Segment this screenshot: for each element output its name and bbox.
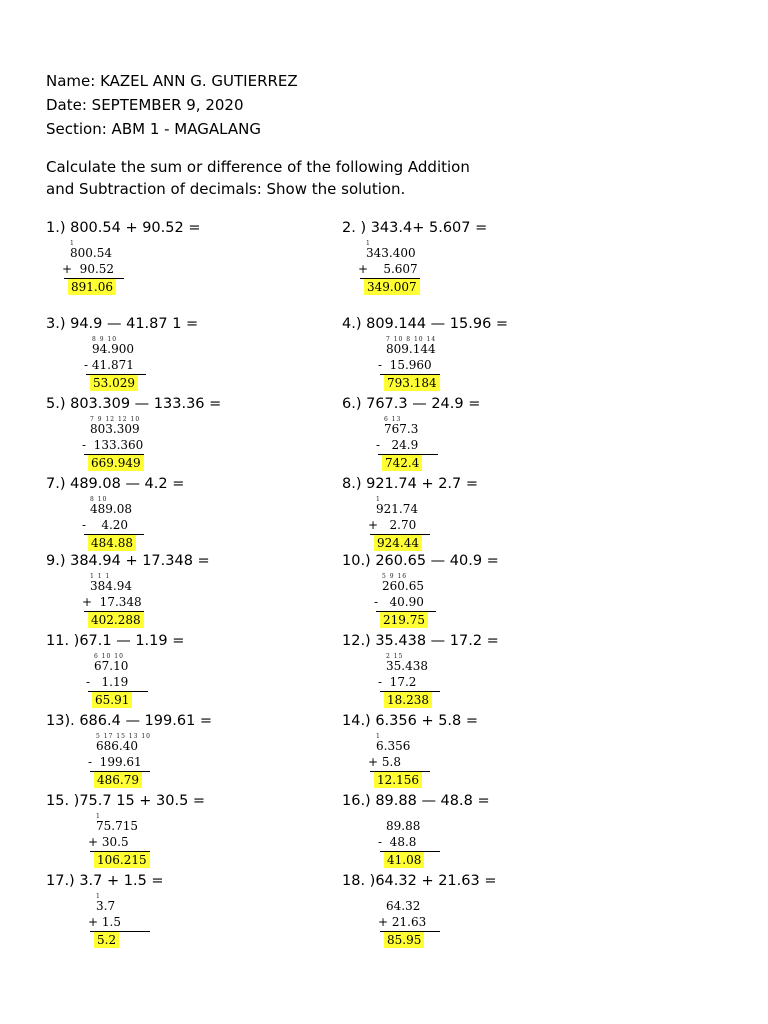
problem-5 <box>46 396 376 476</box>
problem-6 <box>342 396 672 476</box>
answer-highlight: 484.88 <box>88 535 136 551</box>
carry-marks: 1 <box>96 813 101 820</box>
problem-question: 3.) 94.9 — 41.87 1 = <box>46 316 199 332</box>
answer-highlight: 41.08 <box>384 852 424 868</box>
problem-top-number: 489.08 <box>90 502 132 516</box>
carry-marks: 1 <box>376 733 381 740</box>
problem-10 <box>342 553 672 633</box>
problem-top-number: 64.32 <box>386 899 421 913</box>
problem-bottom-number: - 17.2 <box>378 675 417 689</box>
problem-16 <box>342 793 672 873</box>
problem-bottom-number: - 40.90 <box>374 595 424 609</box>
carry-marks: 1 1 1 <box>90 573 111 580</box>
problem-top-number: 67.10 <box>94 659 129 673</box>
problem-top-number: 686.40 <box>96 739 138 753</box>
problem-question: 8.) 921.74 + 2.7 = <box>342 476 479 492</box>
problem-2 <box>342 220 672 300</box>
carry-marks: 1 <box>96 893 101 900</box>
problem-question: 15. )75.7 15 + 30.5 = <box>46 793 206 809</box>
answer-highlight: 85.95 <box>384 932 424 948</box>
problem-top-number: 75.715 <box>96 819 138 833</box>
problem-bottom-number: - 41.871 <box>84 358 134 372</box>
problem-question: 11. )67.1 — 1.19 = <box>46 633 185 649</box>
problem-bottom-number: + 2.70 <box>368 518 417 532</box>
problem-top-number: 767.3 <box>384 422 419 436</box>
problem-18 <box>342 873 672 953</box>
problem-bottom-number: + 90.52 <box>62 262 115 276</box>
problem-7 <box>46 476 376 556</box>
answer-highlight: 669.949 <box>88 455 144 471</box>
problem-top-number: 3.7 <box>96 899 116 913</box>
carry-marks: 5 9 16 <box>382 573 408 580</box>
carry-marks: 1 <box>366 240 371 247</box>
answer-highlight: 402.288 <box>88 612 144 628</box>
problem-question: 12.) 35.438 — 17.2 = <box>342 633 499 649</box>
problem-8 <box>342 476 672 556</box>
problem-14 <box>342 713 672 793</box>
problem-1 <box>46 220 376 300</box>
problem-top-number: 343.400 <box>366 246 416 260</box>
problem-top-number: 803.309 <box>90 422 140 436</box>
problem-bottom-number: - 4.20 <box>82 518 129 532</box>
student-name: Name: KAZEL ANN G. GUTIERREZ <box>46 72 298 90</box>
problem-bottom-number: + 17.348 <box>82 595 142 609</box>
problem-11 <box>46 633 376 713</box>
problem-top-number: 921.74 <box>376 502 418 516</box>
problem-question: 18. )64.32 + 21.63 = <box>342 873 497 889</box>
problem-question: 14.) 6.356 + 5.8 = <box>342 713 479 729</box>
problem-question: 5.) 803.309 — 133.36 = <box>46 396 222 412</box>
answer-highlight: 219.75 <box>380 612 428 628</box>
problem-question: 7.) 489.08 — 4.2 = <box>46 476 185 492</box>
answer-highlight: 65.91 <box>92 692 132 708</box>
carry-marks: 1 <box>70 240 75 247</box>
problem-bottom-number: + 5.8 <box>368 755 401 769</box>
problem-question: 2. ) 343.4+ 5.607 = <box>342 220 488 236</box>
problem-question: 9.) 384.94 + 17.348 = <box>46 553 210 569</box>
problem-17 <box>46 873 376 953</box>
answer-highlight: 106.215 <box>94 852 150 868</box>
answer-highlight: 5.2 <box>94 932 119 948</box>
problem-9 <box>46 553 376 633</box>
problem-top-number: 260.65 <box>382 579 424 593</box>
answer-highlight: 924.44 <box>374 535 422 551</box>
problem-top-number: 384.94 <box>90 579 132 593</box>
problem-bottom-number: + 5.607 <box>358 262 418 276</box>
problem-question: 16.) 89.88 — 48.8 = <box>342 793 490 809</box>
problem-4 <box>342 316 672 396</box>
problem-question: 4.) 809.144 — 15.96 = <box>342 316 509 332</box>
problem-15 <box>46 793 376 873</box>
problem-question: 13). 686.4 — 199.61 = <box>46 713 213 729</box>
answer-highlight: 891.06 <box>68 279 116 295</box>
carry-marks: 8 10 <box>90 496 108 503</box>
problem-top-number: 809.144 <box>386 342 436 356</box>
problem-top-number: 6.356 <box>376 739 411 753</box>
problem-question: 1.) 800.54 + 90.52 = <box>46 220 201 236</box>
answer-highlight: 486.79 <box>94 772 142 788</box>
carry-marks: 2 15 <box>386 653 404 660</box>
instructions-line-1: Calculate the sum or difference of the following Addition <box>46 158 470 176</box>
answer-highlight: 12.156 <box>374 772 422 788</box>
problem-bottom-number: + 1.5 <box>88 915 121 929</box>
answer-highlight: 793.184 <box>384 375 440 391</box>
problem-top-number: 800.54 <box>70 246 112 260</box>
instructions-line-2: and Subtraction of decimals: Show the solution. <box>46 180 406 198</box>
problem-bottom-number: - 48.8 <box>378 835 417 849</box>
carry-marks: 7 10 8 10 14 <box>386 336 437 343</box>
problem-question: 6.) 767.3 — 24.9 = <box>342 396 481 412</box>
problem-bottom-number: - 1.19 <box>86 675 129 689</box>
date-line: Date: SEPTEMBER 9, 2020 <box>46 96 244 114</box>
problem-13 <box>46 713 376 793</box>
problem-bottom-number: - 133.360 <box>82 438 144 452</box>
problem-top-number: 94.900 <box>92 342 134 356</box>
answer-highlight: 349.007 <box>364 279 420 295</box>
problem-top-number: 35.438 <box>386 659 428 673</box>
answer-highlight: 53.029 <box>90 375 138 391</box>
problem-bottom-number: + 21.63 <box>378 915 427 929</box>
problem-3 <box>46 316 376 396</box>
carry-marks: 7 9 12 12 10 <box>90 416 141 423</box>
answer-highlight: 742.4 <box>382 455 422 471</box>
problem-bottom-number: + 30.5 <box>88 835 129 849</box>
carry-marks: 6 13 <box>384 416 402 423</box>
carry-marks: 5 17 15 13 10 <box>96 733 151 740</box>
problem-top-number: 89.88 <box>386 819 421 833</box>
problem-question: 10.) 260.65 — 40.9 = <box>342 553 499 569</box>
problem-12 <box>342 633 672 713</box>
problem-bottom-number: - 199.61 <box>88 755 142 769</box>
problem-question: 17.) 3.7 + 1.5 = <box>46 873 164 889</box>
section-line: Section: ABM 1 - MAGALANG <box>46 120 261 138</box>
carry-marks: 1 <box>376 496 381 503</box>
answer-highlight: 18.238 <box>384 692 432 708</box>
carry-marks: 6 10 10 <box>94 653 124 660</box>
problem-bottom-number: - 15.960 <box>378 358 432 372</box>
carry-marks: 8 9 10 <box>92 336 118 343</box>
problem-bottom-number: - 24.9 <box>376 438 419 452</box>
